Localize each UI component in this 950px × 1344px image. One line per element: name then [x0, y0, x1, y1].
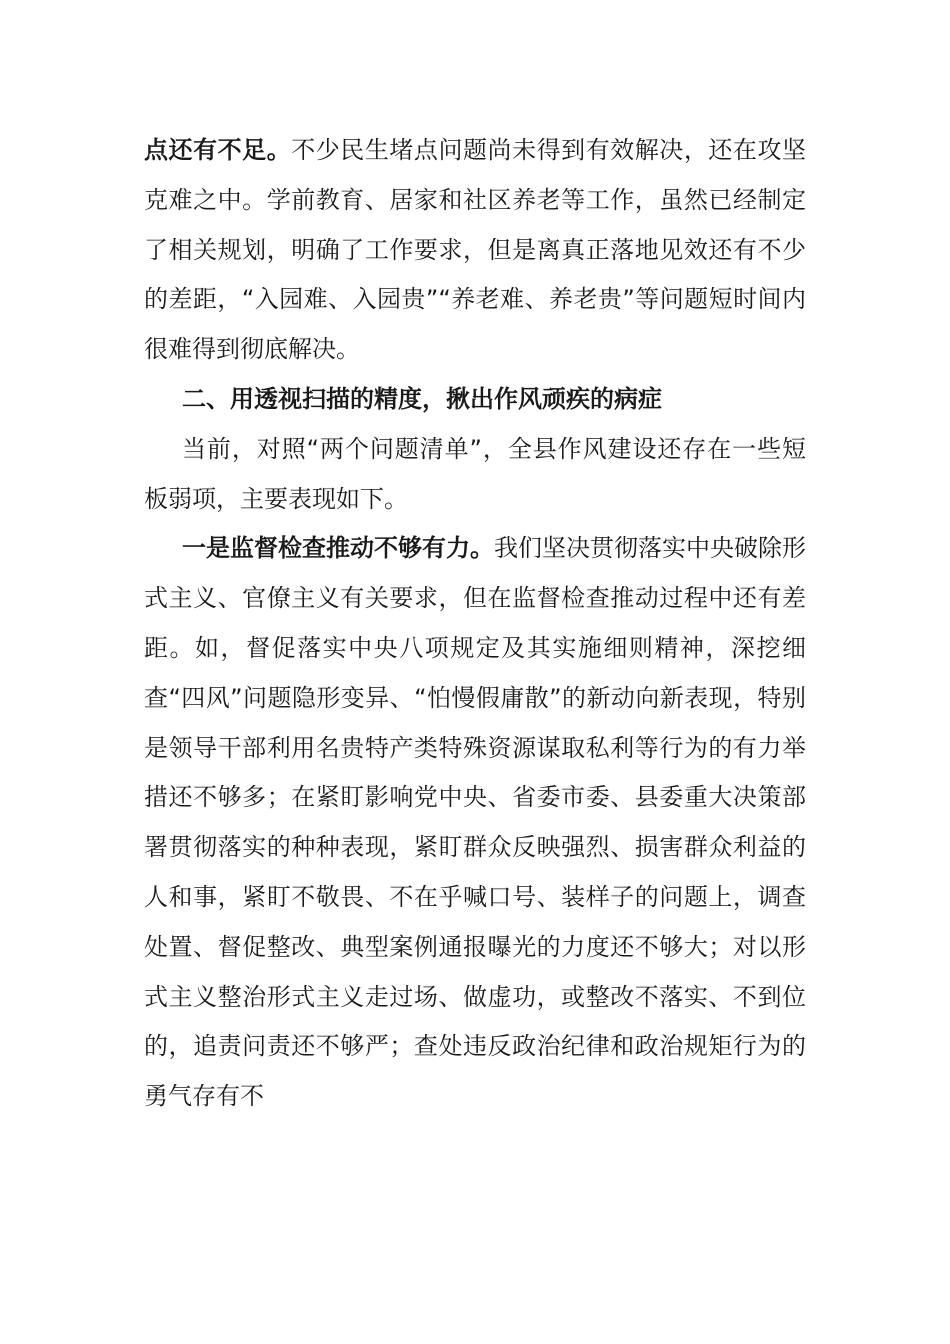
paragraph-lead-text: 一是监督检查推动不够有力。 [182, 534, 494, 563]
paragraph-intro: 当前，对照“两个问题清单”，全县作风建设还存在一些短板弱项，主要表现如下。 [144, 434, 806, 513]
paragraph-body-text: 不少民生堵点问题尚未得到有效解决，还在攻坚克难之中。学前教育、居家和社区养老等工作，虽然已经制定了相关规划，明确了工作要求，但是离真正落地见效还有不少的差距，“入园难、入园贵”“养老难、养老贵”等问题短时间内很难得到彻底解决。 [144, 136, 807, 364]
section-heading: 二、用透视扫描的精度，揪出作风顽疾的病症 [182, 384, 662, 413]
paragraph-lead-text: 点还有不足。 [144, 136, 292, 164]
paragraph-body-text: 我们坚决贯彻落实中央破除形式主义、官僚主义有关要求，但在监督检查推动过程中还有差距。如，督促落实中央八项规定及其实施细则精神，深挖细查“四风”问题隐形变异、“怕慢假庸散”的新动向新表现，特别是领导干部利用名贵特产类特殊资源谋取私利等行为的有力举措还不够多；在紧盯影响党中央、省委市委、县委重大决策部署贯彻落实的种种表现，紧盯群众反映强烈、损害群众利益的人和事，紧盯不敬畏、不在乎喊口号、装样子的问题上，调查处置、督促整改、典型案例通报曝光的力度还不够大；对以形式主义整治形式主义走过场、做虚功，或整改不落实、不到位的，追责问责还不够严；查处违反政治纪律和政治规矩行为的勇气存有不 [144, 534, 806, 1111]
document-body [144, 126, 806, 1122]
paragraph-point-one [144, 524, 806, 1122]
paragraph-continuation [144, 126, 806, 375]
